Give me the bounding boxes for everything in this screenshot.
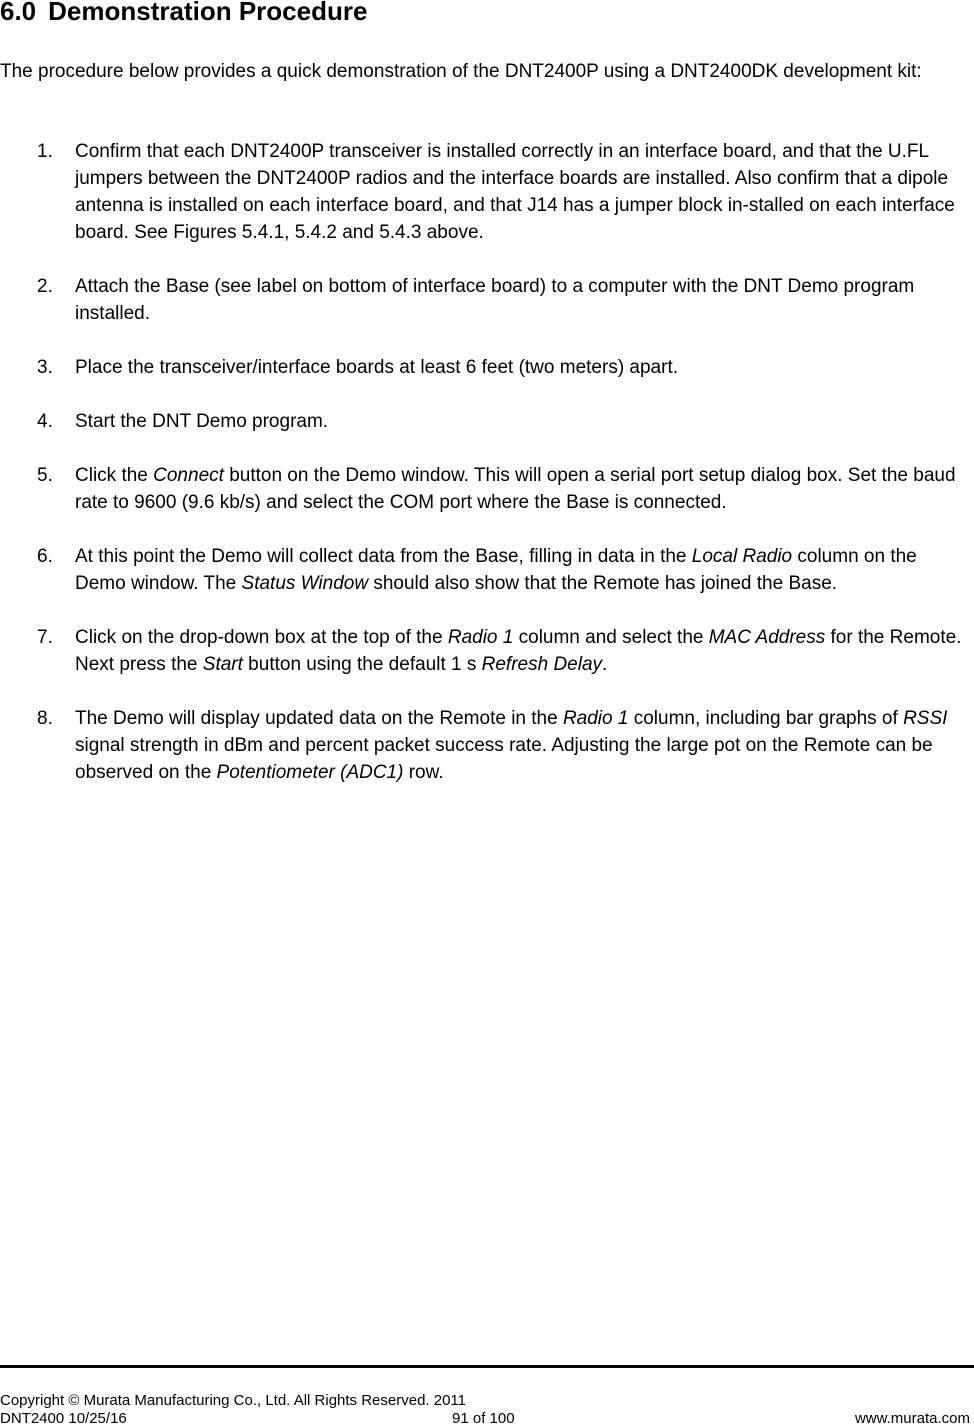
step-text-run: Click on the drop-down box at the top of the xyxy=(75,627,448,648)
step-emphasis: Local Radio xyxy=(691,546,793,567)
step-number: 1. xyxy=(37,141,53,162)
step-text-run: Click the xyxy=(75,465,154,486)
step-emphasis: Status Window xyxy=(241,573,369,594)
step-text-run: button using the default 1 s xyxy=(242,654,482,675)
step-text xyxy=(75,627,961,675)
procedure-step xyxy=(37,138,967,246)
step-text xyxy=(75,141,955,243)
step-emphasis: MAC Address xyxy=(708,627,826,648)
step-text-run: row. xyxy=(403,762,444,783)
footer-doc-id: DNT2400 10/25/16 xyxy=(0,1410,127,1427)
step-text-run: Place the transceiver/interface boards at least 6 feet (two meters) apart. xyxy=(75,357,679,378)
procedure-step xyxy=(37,354,967,381)
step-emphasis: Potentiometer (ADC1) xyxy=(216,762,404,783)
step-number: 7. xyxy=(37,627,53,648)
procedure-steps-list xyxy=(37,138,967,813)
procedure-step xyxy=(37,273,967,327)
procedure-step xyxy=(37,543,967,597)
footer-copyright: Copyright © Murata Manufacturing Co., Ltd. All Rights Reserved. 2011 xyxy=(0,1392,467,1409)
step-text-run: Start the DNT Demo program. xyxy=(75,411,329,432)
step-text-run: . xyxy=(602,654,608,675)
section-title: Demonstration Procedure xyxy=(48,0,368,26)
step-emphasis: Radio 1 xyxy=(562,708,629,729)
footer-website: www.murata.com xyxy=(854,1410,970,1427)
step-text xyxy=(75,465,956,513)
step-emphasis: Refresh Delay xyxy=(481,654,603,675)
section-heading xyxy=(0,0,367,27)
step-text xyxy=(75,357,678,378)
step-emphasis: RSSI xyxy=(903,708,948,729)
step-number: 2. xyxy=(37,276,53,297)
step-text-run: Confirm that each DNT2400P transceiver is installed correctly in an interface board, and that the U.FL jumpers between the DNT2400P radios and the interface boards are installed. Also confirm that a dipole antenna is installed on each interface board, and that J14 has a jumper block in-stalled on each interface board. See Figures 5.4.1, 5.4.2 and 5.4.3 above. xyxy=(75,141,955,243)
procedure-step xyxy=(37,408,967,435)
step-text-run: signal strength in dBm and percent packet success rate. Adjusting the large pot on the Remote can be observed on the xyxy=(75,735,933,783)
step-emphasis: Radio 1 xyxy=(447,627,514,648)
step-text-run: Attach the Base (see label on bottom of interface board) to a computer with the DNT Demo program installed. xyxy=(75,276,915,324)
step-number: 5. xyxy=(37,465,53,486)
step-number: 3. xyxy=(37,357,53,378)
step-text xyxy=(75,276,914,324)
footer-page-number: 91 of 100 xyxy=(452,1410,515,1427)
step-text xyxy=(75,546,917,594)
intro-paragraph: The procedure below provides a quick demonstration of the DNT2400P using a DNT2400DK development kit: xyxy=(0,61,922,82)
section-number: 6.0 xyxy=(0,0,37,26)
footer-line xyxy=(0,1410,974,1427)
step-text-run: column and select the xyxy=(513,627,709,648)
step-text xyxy=(75,708,947,783)
step-emphasis: Start xyxy=(202,654,243,675)
step-text-run: button on the Demo window. This will open a serial port setup dialog box. Set the baud rate to 9600 (9.6 kb/s) and select the COM port where the Base is connected. xyxy=(75,465,956,513)
procedure-step xyxy=(37,705,967,786)
step-number: 6. xyxy=(37,546,53,567)
step-text-run: At this point the Demo will collect data from the Base, filling in data in the xyxy=(75,546,692,567)
step-text-run: for the Remote. Next press the xyxy=(75,627,962,675)
step-text-run: column, including bar graphs of xyxy=(628,708,904,729)
step-text-run: should also show that the Remote has joined the Base. xyxy=(368,573,838,594)
footer-divider xyxy=(0,1365,974,1368)
procedure-step xyxy=(37,462,967,516)
step-number: 8. xyxy=(37,708,53,729)
step-text-run: The Demo will display updated data on the Remote in the xyxy=(75,708,563,729)
procedure-step xyxy=(37,624,967,678)
step-text-run: column on the Demo window. The xyxy=(75,546,917,594)
step-emphasis: Connect xyxy=(153,465,224,486)
step-number: 4. xyxy=(37,411,53,432)
step-text xyxy=(75,411,328,432)
